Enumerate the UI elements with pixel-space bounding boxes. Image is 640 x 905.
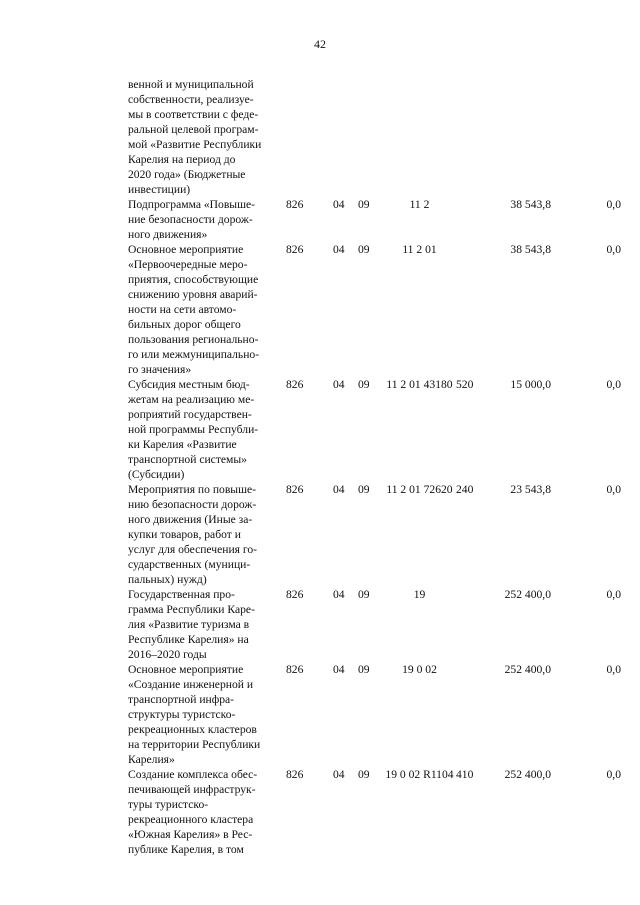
row-name-line: ного движения (Иные за- — [128, 513, 253, 526]
row-name-line: снижению уровня аварий- — [128, 288, 258, 301]
section-code: 04 — [333, 483, 345, 496]
target-article-code: 19 — [413, 588, 426, 601]
table-row — [128, 197, 628, 242]
amount-2: 0,0 — [606, 198, 621, 211]
row-name-line: Основное мероприятие — [128, 663, 244, 676]
row-name-line: рекреационного кластера — [128, 813, 254, 826]
ministry-code: 826 — [286, 243, 304, 256]
row-name-line: ного движения» — [128, 228, 208, 241]
amount-2: 0,0 — [606, 768, 621, 781]
section-code: 04 — [333, 588, 345, 601]
row-name-line: Карелия» — [128, 753, 175, 766]
amount-1: 252 400,0 — [504, 768, 551, 781]
table-row — [128, 767, 628, 857]
subsection-code: 09 — [358, 588, 370, 601]
section-code: 04 — [333, 378, 345, 391]
row-name-line: Карелия на период до — [128, 153, 236, 166]
row-name-line: ности на сети автомо- — [128, 303, 237, 316]
row-name-line: роприятий государствен- — [128, 408, 252, 421]
target-article-code: 19 0 02 R1104 — [385, 768, 454, 781]
ministry-code: 826 — [286, 588, 304, 601]
target-article-code: 19 0 02 — [402, 663, 437, 676]
row-name-line: (Субсидии) — [128, 468, 185, 481]
row-name-line: пользования регионально- — [128, 333, 259, 346]
amount-1: 252 400,0 — [504, 663, 551, 676]
row-name-line: транспортной системы» — [128, 453, 247, 466]
row-name-line: сударственных (муници- — [128, 558, 251, 571]
ministry-code: 826 — [286, 768, 304, 781]
amount-1: 38 543,8 — [510, 243, 551, 256]
page-number: 42 — [314, 37, 326, 51]
budget-table — [128, 77, 628, 857]
row-name-line: печивающей инфраструк- — [128, 783, 256, 796]
amount-2: 0,0 — [606, 378, 621, 391]
row-name-line: Основное мероприятие — [128, 243, 244, 256]
subsection-code: 09 — [358, 243, 370, 256]
ministry-code: 826 — [286, 663, 304, 676]
row-name-line: жетам на реализацию ме- — [128, 393, 255, 406]
row-name-line: услуг для обеспечения го- — [128, 543, 258, 556]
amount-2: 0,0 — [606, 663, 621, 676]
expense-type-code: 240 — [456, 483, 474, 496]
row-name-line: Республике Карелия» на — [128, 633, 249, 646]
table-row — [128, 662, 628, 767]
row-name-line: приятия, способствующие — [128, 273, 259, 286]
table-row — [128, 587, 628, 662]
row-name-line: ки Карелия «Развитие — [128, 438, 237, 451]
row-name-line: публике Карелия, в том — [128, 843, 244, 856]
target-article-code: 11 2 01 — [402, 243, 437, 256]
row-name-line: Субсидия местным бюд- — [128, 378, 250, 391]
expense-type-code: 520 — [456, 378, 474, 391]
row-name — [128, 482, 286, 587]
row-name-line: Мероприятия по повыше- — [128, 483, 257, 496]
row-name-line: ральной целевой програм- — [128, 123, 259, 136]
row-name-line: рекреационных кластеров — [128, 723, 257, 736]
section-code: 04 — [333, 663, 345, 676]
row-name-line: «Южная Карелия» в Рес- — [128, 828, 253, 841]
row-name-line: мой «Развитие Республики — [128, 138, 262, 151]
row-name-line: венной и муниципальной — [128, 78, 254, 91]
target-article-code: 11 2 — [409, 198, 430, 211]
row-name-line: Государственная про- — [128, 588, 235, 601]
row-name-line: структуры туристско- — [128, 708, 236, 721]
row-name-line: «Создание инженерной и — [128, 678, 254, 691]
row-name-line: бильных дорог общего — [128, 318, 241, 331]
subsection-code: 09 — [358, 663, 370, 676]
row-name-line: купки товаров, работ и — [128, 528, 241, 541]
row-name — [128, 377, 286, 482]
expense-type-code: 410 — [456, 768, 474, 781]
ministry-code: 826 — [286, 483, 304, 496]
amount-1: 15 000,0 — [510, 378, 551, 391]
row-name — [128, 587, 286, 662]
row-name-line: инвестиции) — [128, 183, 191, 196]
row-name-line: на территории Республики — [128, 738, 261, 751]
row-name — [128, 242, 286, 377]
table-row — [128, 77, 628, 197]
row-name-line: пальных) нужд) — [128, 573, 207, 586]
row-name-line: ной программы Республи- — [128, 423, 259, 436]
row-name-line: го значения» — [128, 363, 192, 376]
row-name-line: 2016–2020 годы — [128, 648, 207, 661]
section-code: 04 — [333, 243, 345, 256]
amount-1: 252 400,0 — [504, 588, 551, 601]
subsection-code: 09 — [358, 198, 370, 211]
subsection-code: 09 — [358, 483, 370, 496]
ministry-code: 826 — [286, 378, 304, 391]
section-code: 04 — [333, 768, 345, 781]
row-name-line: лия «Развитие туризма в — [128, 618, 250, 631]
row-name-line: 2020 года» (Бюджетные — [128, 168, 246, 181]
amount-1: 38 543,8 — [510, 198, 551, 211]
row-name-line: Создание комплекса обес- — [128, 768, 258, 781]
row-name-line: грамма Республики Каре- — [128, 603, 255, 616]
subsection-code: 09 — [358, 768, 370, 781]
row-name-line: туры туристско- — [128, 798, 209, 811]
row-name-line: транспортной инфра- — [128, 693, 235, 706]
row-name-line: го или межмуниципально- — [128, 348, 260, 361]
amount-1: 23 543,8 — [510, 483, 551, 496]
table-row — [128, 242, 628, 377]
row-name — [128, 77, 286, 197]
table-row — [128, 377, 628, 482]
table-row — [128, 482, 628, 587]
row-name-line: Подпрограмма «Повыше- — [128, 198, 256, 211]
ministry-code: 826 — [286, 198, 304, 211]
row-name-line: нию безопасности дорож- — [128, 498, 257, 511]
amount-2: 0,0 — [606, 588, 621, 601]
section-code: 04 — [333, 198, 345, 211]
target-article-code: 11 2 01 72620 — [386, 483, 453, 496]
amount-2: 0,0 — [606, 243, 621, 256]
row-name-line: мы в соответствии с феде- — [128, 108, 259, 121]
row-name — [128, 197, 286, 242]
subsection-code: 09 — [358, 378, 370, 391]
row-name — [128, 767, 286, 857]
row-name-line: собственности, реализуе- — [128, 93, 254, 106]
row-name-line: ние безопасности дорож- — [128, 213, 253, 226]
row-name-line: «Первоочередные меро- — [128, 258, 248, 271]
amount-2: 0,0 — [606, 483, 621, 496]
row-name — [128, 662, 286, 767]
target-article-code: 11 2 01 43180 — [386, 378, 453, 391]
